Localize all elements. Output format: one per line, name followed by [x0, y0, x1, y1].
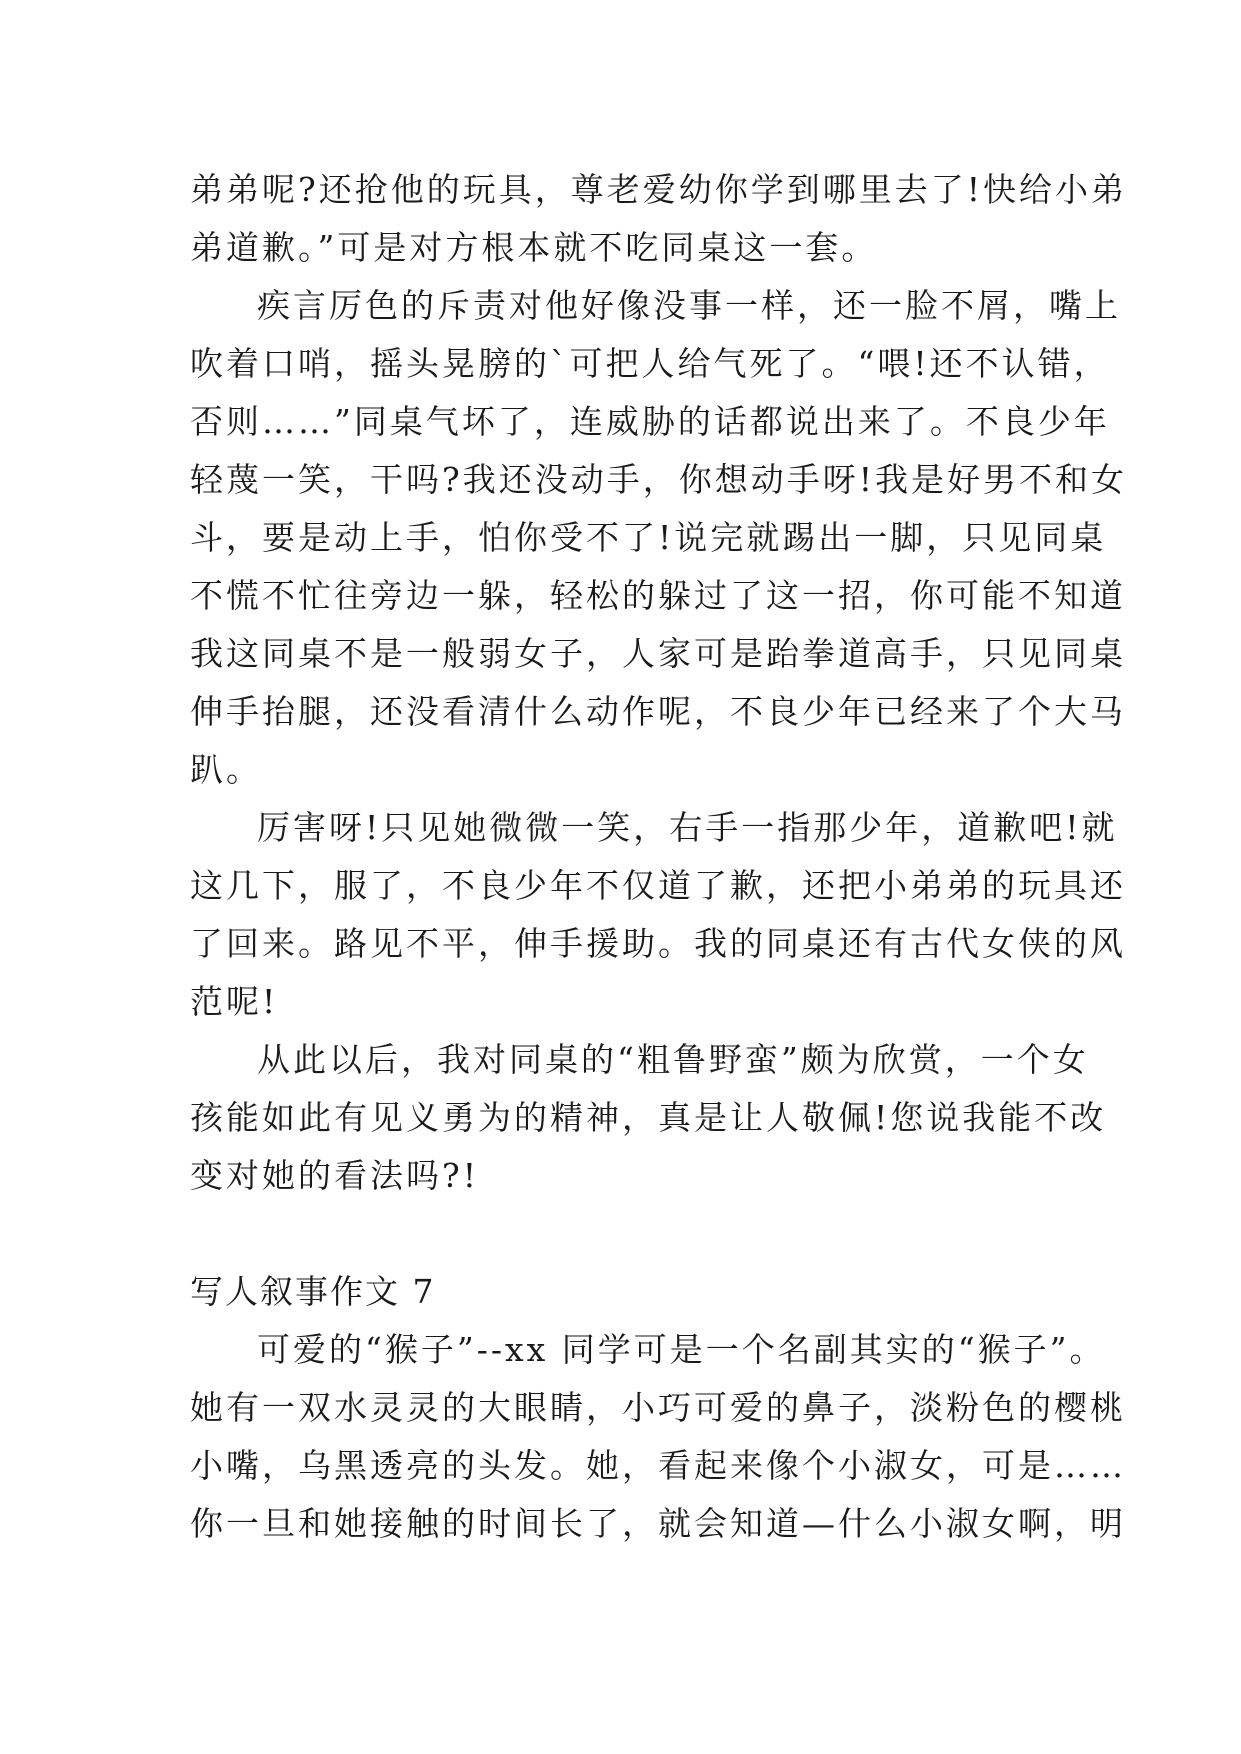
- section-heading: 写人叙事作文 7: [190, 1272, 436, 1311]
- text-line: 伸手抬腿，还没看清什么动作呢，不良少年已经来了个大马: [190, 692, 1126, 731]
- text-line: 吹着口哨，摇头晃膀的`可把人给气死了。“喂!还不认错，: [190, 344, 1110, 383]
- text-line: 否则……”同桌气坏了，连威胁的话都说出来了。不良少年: [190, 402, 1110, 441]
- text-line: 不慌不忙往旁边一躲，轻松的躲过了这一招，你可能不知道: [190, 576, 1126, 615]
- paragraph-first-line: 疾言厉色的斥责对他好像没事一样，还一脸不屑，嘴上: [257, 286, 1121, 325]
- text-line: 孩能如此有见义勇为的精神，真是让人敬佩!您说我能不改: [190, 1098, 1107, 1137]
- text-line: 范呢!: [190, 982, 279, 1021]
- text-line: 你一旦和她接触的时间长了，就会知道—什么小淑女啊，明: [190, 1504, 1126, 1543]
- paragraph-first-line: 可爱的“猴子”--xx 同学可是一个名副其实的“猴子”。: [257, 1330, 1106, 1369]
- text-line: 变对她的看法吗?!: [190, 1156, 479, 1195]
- text-line: 了回来。路见不平，伸手援助。我的同桌还有古代女侠的风: [190, 924, 1126, 963]
- text-line: 小嘴，乌黑透亮的头发。她，看起来像个小淑女，可是……: [190, 1446, 1126, 1485]
- text-line: 她有一双水灵灵的大眼睛，小巧可爱的鼻子，淡粉色的樱桃: [190, 1388, 1126, 1427]
- text-line: 弟弟呢?还抢他的玩具，尊老爱幼你学到哪里去了!快给小弟: [190, 170, 1127, 209]
- text-line: 这几下，服了，不良少年不仅道了歉，还把小弟弟的玩具还: [190, 866, 1126, 905]
- text-line: 我这同桌不是一般弱女子，人家可是跆拳道高手，只见同桌: [190, 634, 1126, 673]
- paragraph-first-line: 从此以后，我对同桌的“粗鲁野蛮”颇为欣赏，一个女: [257, 1040, 1089, 1079]
- text-line: 趴。: [190, 750, 262, 789]
- paragraph-first-line: 厉害呀!只见她微微一笑，右手一指那少年，道歉吧!就: [257, 808, 1118, 847]
- text-line: 轻蔑一笑，干吗?我还没动手，你想动手呀!我是好男不和女: [190, 460, 1127, 499]
- text-line: 斗，要是动上手，怕你受不了!说完就踢出一脚，只见同桌: [190, 518, 1107, 557]
- text-line: 弟道歉。”可是对方根本就不吃同桌这一套。: [190, 228, 878, 267]
